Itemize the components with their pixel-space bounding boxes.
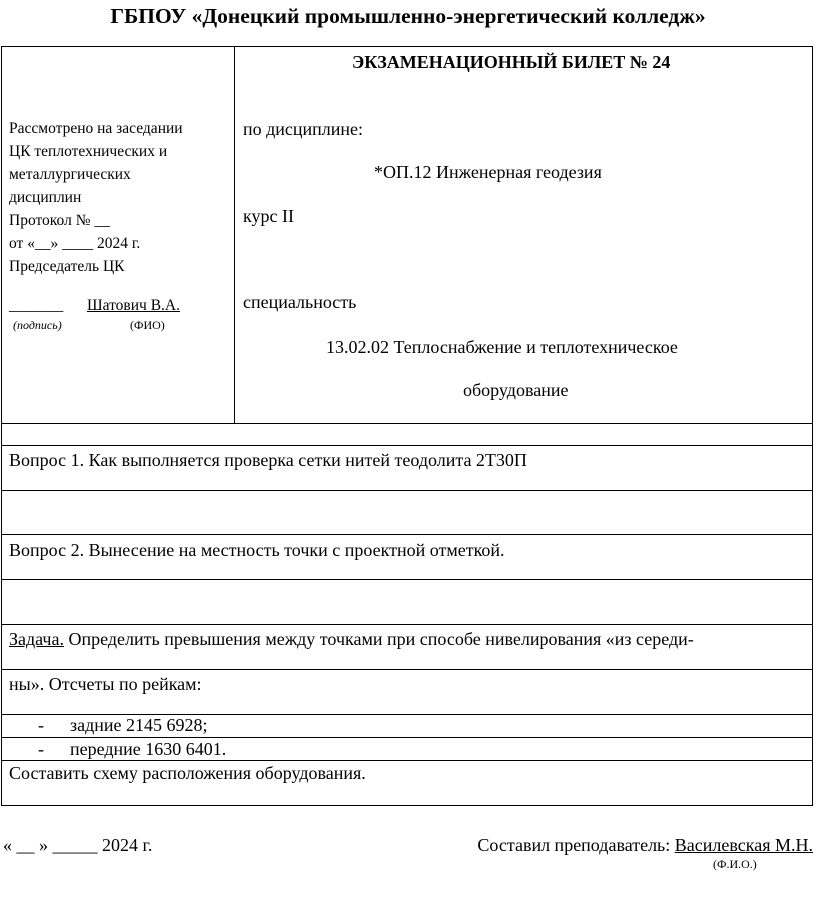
bullet-dash: - <box>38 739 44 759</box>
ticket-title: ЭКЗАМЕНАЦИОННЫЙ БИЛЕТ № 24 <box>352 52 671 72</box>
chairman-label: Председатель ЦК <box>9 258 125 275</box>
fio-caption: (ФИО) <box>130 318 165 332</box>
row-divider <box>2 445 812 446</box>
approval-line: Рассмотрено на заседании <box>9 120 183 137</box>
row-divider <box>2 669 812 670</box>
signature-caption: (подпись) <box>13 318 62 332</box>
reading-front: передние 1630 6401. <box>70 739 227 759</box>
course: курс II <box>243 206 294 226</box>
specialty-name: 13.02.02 Теплоснабжение и теплотехническое <box>326 337 678 357</box>
row-divider <box>2 490 812 491</box>
row-divider <box>2 423 812 424</box>
specialty-name-continued: оборудование <box>463 380 569 400</box>
protocol-date: от «__» ____ 2024 г. <box>9 235 141 252</box>
protocol-number: Протокол № __ <box>9 212 110 229</box>
reading-back: задние 2145 6928; <box>70 715 208 735</box>
question-2: Вопрос 2. Вынесение на местность точки с проектной отметкой. <box>9 540 505 560</box>
discipline-name: *ОП.12 Инженерная геодезия <box>374 162 602 182</box>
footer-date: « __ » _____ 2024 г. <box>3 835 153 855</box>
row-divider <box>2 760 812 761</box>
footer-author <box>477 835 813 856</box>
row-divider <box>2 579 812 580</box>
page-title: ГБПОУ «Донецкий промышленно-энергетический колледж» <box>110 4 706 28</box>
task-instruction: Составить схему расположения оборудования. <box>9 763 366 783</box>
task-text <box>9 629 694 650</box>
chairman-name: Шатович В.А. <box>87 297 180 314</box>
approval-line: ЦК теплотехнических и <box>9 143 168 160</box>
approval-line: дисциплин <box>9 189 82 206</box>
specialty-label: специальность <box>243 292 357 312</box>
row-divider <box>2 534 812 535</box>
question-1: Вопрос 1. Как выполняется проверка сетки нитей теодолита 2Т30П <box>9 450 527 470</box>
bullet-dash: - <box>38 715 44 735</box>
author-label: Составил преподаватель: <box>477 835 675 855</box>
row-divider <box>2 624 812 625</box>
approval-line: металлургических <box>9 166 131 183</box>
signature-blank: _______ <box>9 297 64 314</box>
author-name: Василевская М.Н. <box>674 835 813 855</box>
author-caption: (Ф.И.О.) <box>713 857 757 871</box>
task-statement: Определить превышения между точками при способе нивелирования «из середи- <box>63 629 694 649</box>
task-label: Задача. <box>9 629 64 649</box>
discipline-label: по дисциплине: <box>243 119 364 139</box>
task-text-continued: ны». Отсчеты по рейкам: <box>9 674 202 694</box>
row-divider <box>2 737 812 738</box>
header-column-divider <box>234 47 235 423</box>
